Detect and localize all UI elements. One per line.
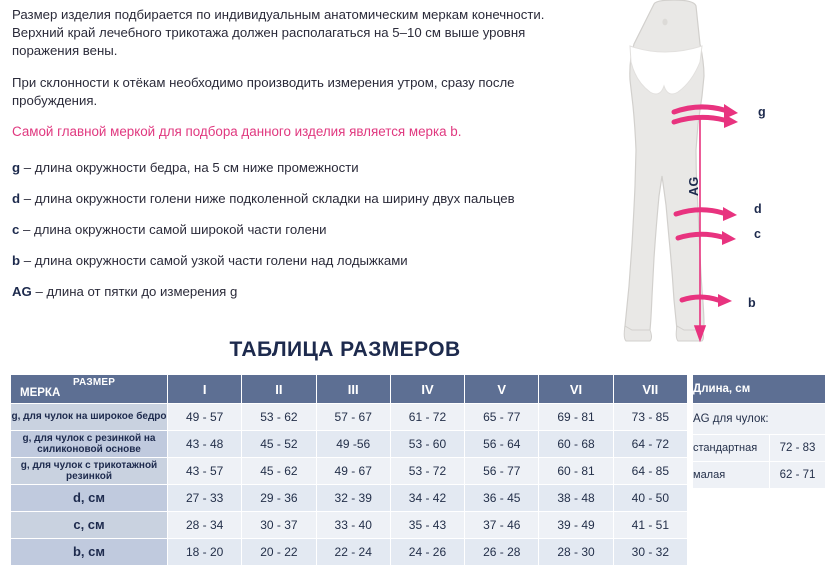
figure-label-d: d [754, 202, 762, 216]
legend-key-c: c [12, 221, 20, 237]
cell-r2-c5: 60 - 81 [539, 458, 613, 485]
figure-label-c: c [754, 227, 761, 241]
legend-text-c: – длина окружности самой широкой части голени [23, 221, 327, 237]
cell-r4-c0: 28 - 34 [168, 512, 242, 539]
cell-r3-c5: 38 - 48 [539, 485, 613, 512]
row-label-d: d, см [11, 485, 168, 512]
table-row [11, 431, 688, 458]
ag-row-label-standard: стандартная [693, 435, 770, 462]
legend-key-d: d [12, 190, 21, 206]
column-header-4: IV [390, 375, 464, 404]
figure-label-b: b [748, 296, 756, 310]
cell-r5-c5: 28 - 30 [539, 539, 613, 566]
ag-header-row [693, 375, 826, 404]
table-row [11, 404, 688, 431]
table-header-row [11, 375, 688, 404]
cell-r5-c0: 18 - 20 [168, 539, 242, 566]
row-label-c: c, см [11, 512, 168, 539]
cell-r5-c1: 20 - 22 [242, 539, 316, 566]
cell-r0-c0: 49 - 57 [168, 404, 242, 431]
cell-r2-c3: 53 - 72 [390, 458, 464, 485]
figure-label-ag: AG [687, 176, 701, 196]
ag-subtitle: AG для чулок: [693, 404, 826, 435]
leg-measurement-figure [596, 0, 836, 345]
ag-row-label-small: малая [693, 462, 770, 489]
legend-item-g [12, 159, 592, 176]
ag-subtitle-row [693, 404, 826, 435]
table-corner-header [11, 375, 168, 404]
cell-r0-c4: 65 - 77 [465, 404, 539, 431]
cell-r5-c4: 26 - 28 [465, 539, 539, 566]
cell-r3-c2: 32 - 39 [316, 485, 390, 512]
ag-header-length: Длина, см [693, 375, 826, 404]
legend-key-ag: AG [12, 284, 32, 300]
column-header-3: III [316, 375, 390, 404]
cell-r1-c1: 45 - 52 [242, 431, 316, 458]
column-header-2: II [242, 375, 316, 404]
legend-item-d [12, 190, 592, 207]
legend-key-b: b [12, 253, 21, 269]
cell-r2-c1: 45 - 62 [242, 458, 316, 485]
cell-r4-c6: 41 - 51 [613, 512, 687, 539]
legend-item-c [12, 221, 592, 238]
page-title: ТАБЛИЦА РАЗМЕРОВ [229, 338, 461, 361]
row-label-g-knit: g, для чулок с трикотажной резинкой [11, 458, 168, 485]
cell-r1-c4: 56 - 64 [465, 431, 539, 458]
row-label-g-silicone: g, для чулок с резинкой на силиконовой основе [11, 431, 168, 458]
cell-r4-c1: 30 - 37 [242, 512, 316, 539]
legend-text-b: – длина окружности самой узкой части голени над лодыжками [23, 253, 408, 269]
column-header-1: I [168, 375, 242, 404]
table-row [11, 512, 688, 539]
table-row [11, 539, 688, 566]
corner-label-size: РАЗМЕР [73, 377, 116, 388]
cell-r0-c2: 57 - 67 [316, 404, 390, 431]
cell-r4-c3: 35 - 43 [390, 512, 464, 539]
cell-r1-c5: 60 - 68 [539, 431, 613, 458]
cell-r1-c6: 64 - 72 [613, 431, 687, 458]
cell-r1-c0: 43 - 48 [168, 431, 242, 458]
intro-paragraph-1: Размер изделия подбирается по индивидуальным анатомическим меркам конечности. Верхний край лечебного трикотажа должен располагаться на 5–10 см выше уровня поражения вены. [12, 7, 545, 59]
body-silhouette-icon [596, 0, 836, 345]
row-label-g-wide: g, для чулок на широкое бедро [11, 404, 168, 431]
table-row [11, 485, 688, 512]
row-label-b: b, см [11, 539, 168, 566]
legend-text-d: – длина окружности голени ниже подколенной складки на ширину двух пальцев [23, 190, 515, 206]
cell-r4-c2: 33 - 40 [316, 512, 390, 539]
ag-row-value-small: 62 - 71 [770, 462, 826, 489]
ag-row-value-standard: 72 - 83 [770, 435, 826, 462]
cell-r2-c6: 64 - 85 [613, 458, 687, 485]
cell-r0-c1: 53 - 62 [242, 404, 316, 431]
cell-r3-c4: 36 - 45 [465, 485, 539, 512]
legend-item-ag [12, 283, 592, 300]
legend-item-b [12, 252, 592, 269]
legend-key-g: g [12, 159, 21, 175]
cell-r1-c3: 53 - 60 [390, 431, 464, 458]
intro-text-column [12, 6, 592, 314]
cell-r0-c3: 61 - 72 [390, 404, 464, 431]
figure-label-g: g [758, 105, 766, 119]
cell-r2-c4: 56 - 77 [465, 458, 539, 485]
column-header-7: VII [613, 375, 687, 404]
ag-row [693, 462, 826, 489]
column-header-5: V [465, 375, 539, 404]
cell-r4-c4: 37 - 46 [465, 512, 539, 539]
size-table [10, 374, 688, 566]
cell-r1-c2: 49 -56 [316, 431, 390, 458]
cell-r3-c6: 40 - 50 [613, 485, 687, 512]
cell-r0-c5: 69 - 81 [539, 404, 613, 431]
legend-text-ag: – длина от пятки до измерения g [35, 284, 238, 300]
cell-r2-c2: 49 - 67 [316, 458, 390, 485]
cell-r3-c0: 27 - 33 [168, 485, 242, 512]
ag-row [693, 435, 826, 462]
cell-r0-c6: 73 - 85 [613, 404, 687, 431]
ag-length-table [692, 374, 826, 489]
cell-r5-c6: 30 - 32 [613, 539, 687, 566]
cell-r3-c1: 29 - 36 [242, 485, 316, 512]
cell-r2-c0: 43 - 57 [168, 458, 242, 485]
intro-paragraph-2: При склонности к отёкам необходимо производить измерения утром, сразу после пробуждения. [12, 74, 515, 108]
intro-highlight: Самой главной меркой для подбора данного изделия является мерка b. [12, 124, 462, 140]
column-header-6: VI [539, 375, 613, 404]
corner-label-measure: МЕРКА [20, 387, 61, 399]
cell-r5-c2: 22 - 24 [316, 539, 390, 566]
cell-r5-c3: 24 - 26 [390, 539, 464, 566]
table-row [11, 458, 688, 485]
legend-text-g: – длина окружности бедра, на 5 см ниже промежности [23, 159, 359, 175]
cell-r3-c3: 34 - 42 [390, 485, 464, 512]
cell-r4-c5: 39 - 49 [539, 512, 613, 539]
